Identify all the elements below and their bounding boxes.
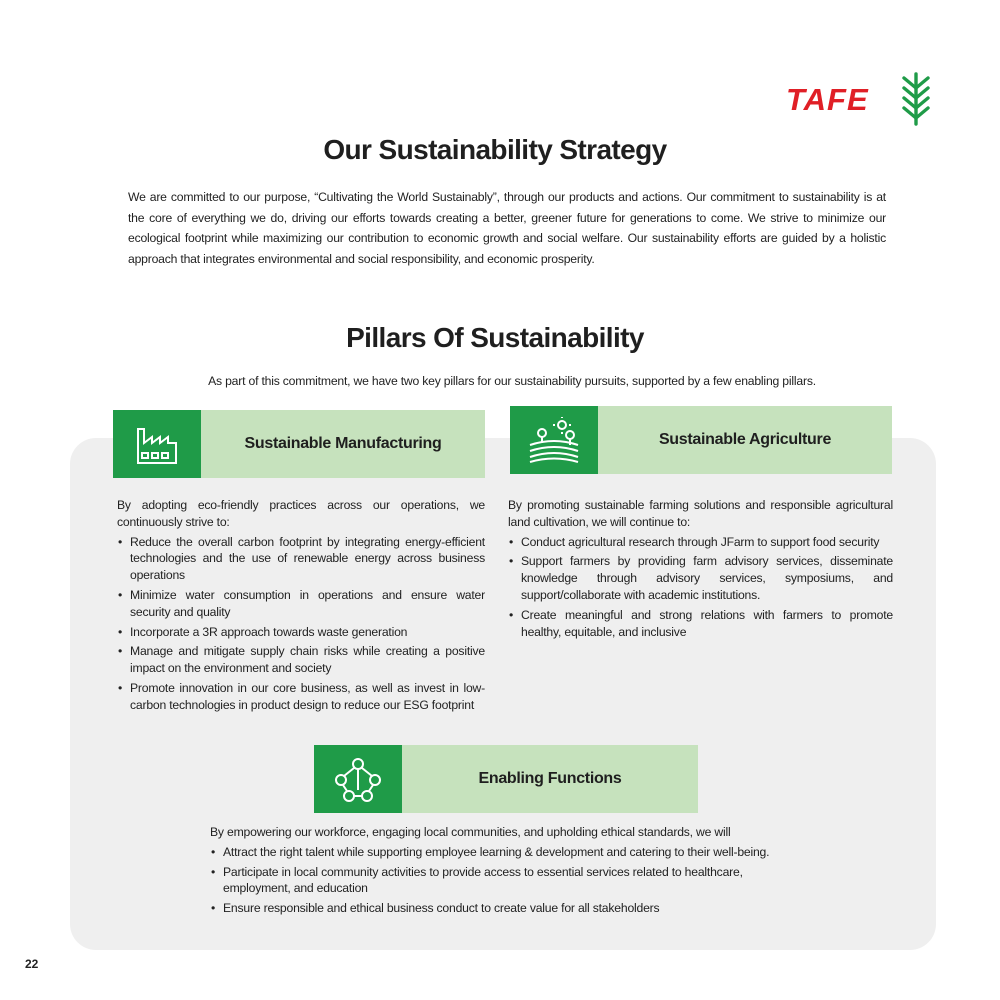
strategy-body: We are committed to our purpose, “Cultivating the World Sustainably”, through our products and actions. Our commitment to sustainability is at the core of everything we do, driving our efforts towards creating a better, greener future for generations to come. We strive to minimize our ecological footprint while maximizing our contribution to economic growth and social welfare. Our sustainability efforts are guided by a holistic approach that integrates environmental and social responsibility, and economic prosperity. bbox=[128, 190, 886, 266]
pillars-title: Pillars Of Sustainability bbox=[346, 322, 644, 353]
agriculture-lead: By promoting sustainable farming solutions and responsible agricultural land cultivation, we will continue to: bbox=[508, 498, 893, 529]
agriculture-icon-box bbox=[510, 406, 598, 474]
list-item: • Participate in local community activities to provide access to essential services related to healthcare, employment, and education bbox=[210, 864, 810, 898]
people-network-icon bbox=[333, 756, 383, 802]
list-item: • Conduct agricultural research through JFarm to support food security bbox=[508, 534, 893, 551]
agriculture-title: Sustainable Agriculture bbox=[658, 431, 832, 448]
manufacturing-title: Sustainable Manufacturing bbox=[244, 435, 442, 452]
agriculture-header bbox=[510, 406, 892, 474]
wheat-leaf-icon bbox=[898, 68, 934, 126]
manufacturing-lead: By adopting eco-friendly practices across our operations, we continuously strive to: bbox=[117, 498, 485, 529]
list-item: • Ensure responsible and ethical business conduct to create value for all stakeholders bbox=[210, 900, 810, 917]
list-item: • Minimize water consumption in operations and ensure water security and quality bbox=[117, 587, 485, 621]
enabling-icon-box bbox=[314, 745, 402, 813]
agriculture-content bbox=[508, 497, 893, 640]
enabling-lead: By empowering our workforce, engaging local communities, and upholding ethical standards, we will bbox=[210, 825, 731, 839]
list-item: • Incorporate a 3R approach towards waste generation bbox=[117, 624, 485, 641]
manufacturing-header bbox=[113, 410, 485, 478]
pillars-intro: As part of this commitment, we have two key pillars for our sustainability pursuits, supported by a few enabling pillars. bbox=[208, 374, 816, 388]
enabling-list bbox=[210, 844, 810, 917]
enabling-header bbox=[314, 745, 698, 813]
agriculture-list bbox=[508, 534, 893, 641]
farm-field-icon bbox=[528, 417, 580, 463]
manufacturing-list bbox=[117, 534, 485, 714]
list-item: • Promote innovation in our core business, as well as invest in low-carbon technologies in product design to reduce our ESG footprint bbox=[117, 680, 485, 714]
list-item: • Support farmers by providing farm advisory services, disseminate knowledge through advisory services, symposiums, and support/collaborate with academic institutions. bbox=[508, 553, 893, 603]
manufacturing-content bbox=[117, 497, 485, 714]
enabling-content bbox=[210, 824, 810, 917]
factory-icon bbox=[134, 421, 180, 467]
strategy-title: Our Sustainability Strategy bbox=[323, 134, 667, 165]
page-number: 22 bbox=[25, 957, 39, 971]
enabling-title: Enabling Functions bbox=[478, 770, 622, 787]
list-item: • Attract the right talent while supporting employee learning & development and catering to their well-being. bbox=[210, 844, 810, 861]
tafe-logo bbox=[786, 68, 936, 126]
list-item: • Manage and mitigate supply chain risks while creating a positive impact on the environment and society bbox=[117, 643, 485, 677]
list-item: • Reduce the overall carbon footprint by integrating energy-efficient technologies and the use of renewable energy across business operations bbox=[117, 534, 485, 584]
list-item: • Create meaningful and strong relations with farmers to promote healthy, equitable, and inclusive bbox=[508, 607, 893, 641]
manufacturing-icon-box bbox=[113, 410, 201, 478]
logo-text: TAFE bbox=[786, 82, 869, 117]
